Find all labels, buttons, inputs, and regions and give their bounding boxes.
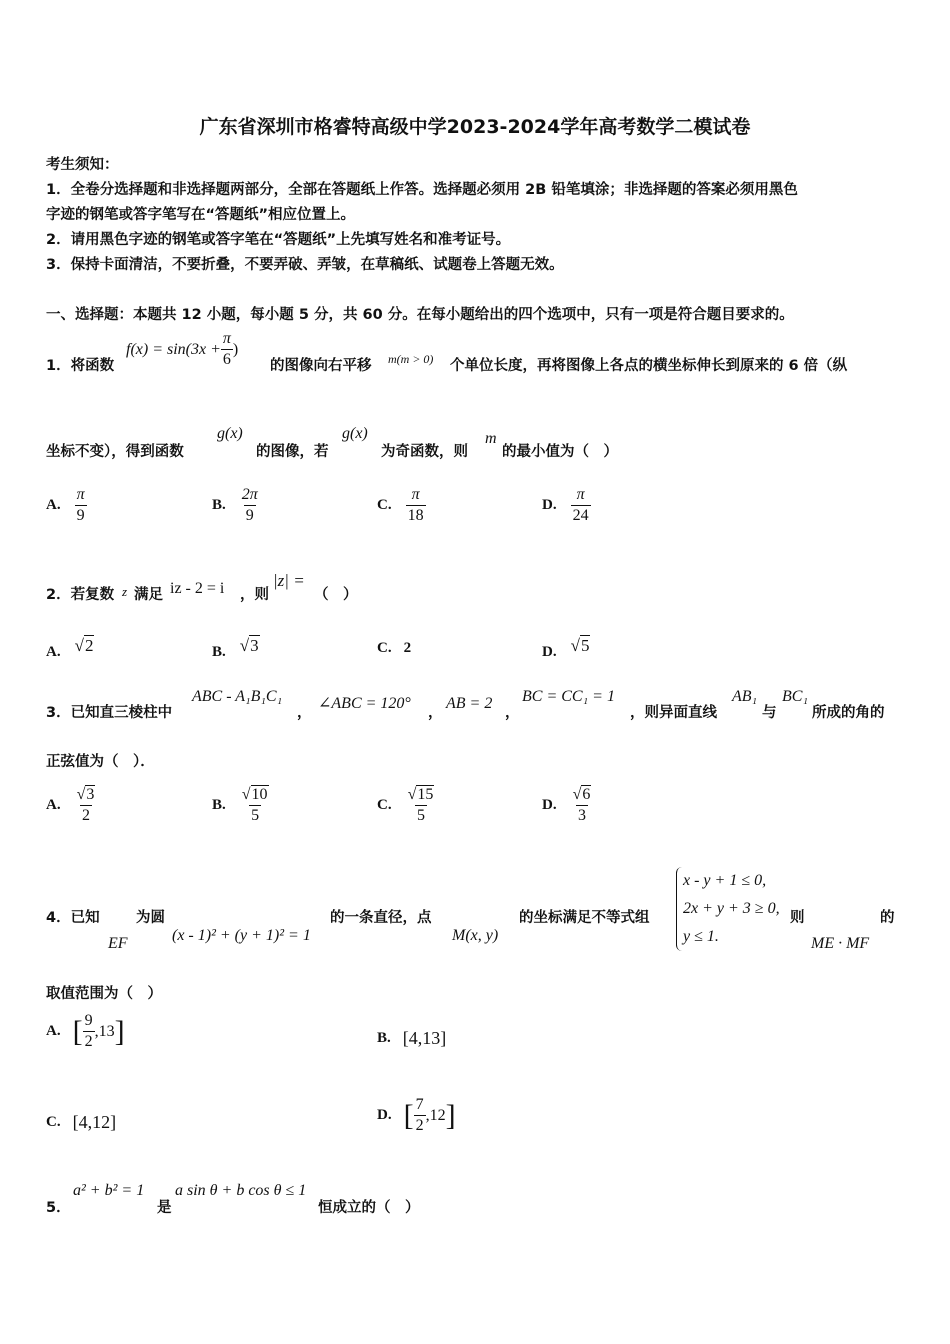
q1-text-4: 坐标不变），得到函数 xyxy=(46,444,184,460)
q4-ef: EF xyxy=(108,935,128,952)
q4-text-6: 的 xyxy=(880,910,895,926)
q1-text-6: 为奇函数，则 xyxy=(381,444,468,460)
notice-line-3: 3．保持卡面清洁，不要折叠，不要弄破、弄皱，在草稿纸、试题卷上答题无效。 xyxy=(46,257,564,273)
q2-abs-z: |z| = xyxy=(273,571,305,590)
q3-text-3: 与 xyxy=(762,705,777,721)
q4-inequality-1: x - y + 1 ≤ 0, xyxy=(683,872,767,889)
q1-option-b[interactable]: B. $\frac{2\pi}{9}$ xyxy=(212,486,258,524)
q5-text-3: 恒成立的（ ） xyxy=(318,1200,420,1216)
notice-heading: 考生须知： xyxy=(46,157,119,173)
q2-option-a[interactable]: A. √2 xyxy=(46,635,94,660)
q2-option-d[interactable]: D. √5 xyxy=(542,635,590,660)
q1-gx-2: g(x) xyxy=(342,425,368,442)
q3-bc1: BC₁ xyxy=(782,688,809,705)
q3-prism: ABC - A₁B₁C₁ xyxy=(192,688,283,705)
q4-inequality-2: 2x + y + 3 ≥ 0, xyxy=(683,900,780,917)
q4-text-2: 为圆 xyxy=(136,910,165,926)
q4-option-b[interactable]: B. [4,13] xyxy=(377,1028,447,1048)
q3-text-4: 所成的角的 xyxy=(812,705,885,721)
q1-m-condition: m(m > 0) xyxy=(388,352,434,366)
q3-ab: AB = 2 xyxy=(446,695,493,712)
q3-option-d[interactable]: D. $\frac{√6}{3}$ xyxy=(542,786,591,824)
q2-z: z xyxy=(122,584,128,599)
q4-option-c[interactable]: C. [4,12] xyxy=(46,1112,117,1132)
q2-text-4: （ ） xyxy=(314,587,358,603)
q3-option-c[interactable]: C. $\frac{√15}{5}$ xyxy=(377,786,434,824)
q3-ab1: AB₁ xyxy=(732,688,758,705)
q3-angle: ∠ABC = 120° xyxy=(318,695,411,712)
q3-text-1: 3．已知直三棱柱中 xyxy=(46,705,173,721)
q3-text-2: ，则异面直线 xyxy=(630,705,717,721)
q2-text-1: 2．若复数 xyxy=(46,587,115,603)
q3-option-a[interactable]: A. $\frac{√3}{2}$ xyxy=(46,786,95,824)
q1-option-d[interactable]: D. $\frac{\pi}{24}$ xyxy=(542,486,589,524)
q1-text-3: 个单位长度，再将图像上各点的横坐标伸长到原来的 6 倍（纵 xyxy=(450,358,848,374)
q1-text-7: 的最小值为（ ） xyxy=(502,444,618,460)
q1-option-c[interactable]: C. $\frac{\pi}{18}$ xyxy=(377,486,424,524)
q1-function-left: f(x) = sin(3x + xyxy=(126,340,221,358)
q2-option-b[interactable]: B. √3 xyxy=(212,635,259,660)
q3-comma-2: ， xyxy=(428,705,443,721)
q4-dot-product: ME · MF xyxy=(811,935,870,952)
q4-text-7: 取值范围为（ ） xyxy=(46,986,162,1002)
page-title: 广东省深圳市格睿特高级中学2023-2024学年高考数学二模试卷 xyxy=(199,116,751,138)
q5-text-2: 是 xyxy=(157,1200,172,1216)
q1-gx: g(x) xyxy=(217,425,243,442)
q3-comma-1: ， xyxy=(297,705,312,721)
q4-point-m: M(x, y) xyxy=(452,927,499,944)
q1-function: f(x) = sin(3x + $\frac{\pi}{6}$ ) xyxy=(126,330,239,368)
q2-text-2: 满足 xyxy=(134,587,163,603)
q1-text-5: 的图像，若 xyxy=(256,444,329,460)
q5-inequality: a sin θ + b cos θ ≤ 1 xyxy=(175,1182,307,1199)
q4-option-d[interactable]: D. [ $\frac{7}{2}$ ,12 ] xyxy=(377,1096,456,1134)
q1-text-2: 的图像向右平移 xyxy=(270,358,372,374)
q3-comma-3: ， xyxy=(505,705,520,721)
q2-option-c[interactable]: C. 2 xyxy=(377,640,412,656)
q4-text-4: 的坐标满足不等式组 xyxy=(519,910,650,926)
q4-text-1: 4．已知 xyxy=(46,910,100,926)
q1-m: m xyxy=(485,430,497,447)
q3-bc: BC = CC₁ = 1 xyxy=(522,688,615,705)
q4-inequality-3: y ≤ 1. xyxy=(683,928,719,945)
q2-text-3: ，则 xyxy=(240,587,269,603)
notice-line-1a: 1．全卷分选择题和非选择题两部分，全部在答题纸上作答。选择题必须用 2B 铅笔填涂；非选择题的答案必须用黑色 xyxy=(46,182,798,198)
q4-inequality-system xyxy=(676,867,780,951)
q3-option-b[interactable]: B. $\frac{√10}{5}$ xyxy=(212,786,268,824)
q1-option-a[interactable]: A. $\frac{\pi}{9}$ xyxy=(46,486,85,524)
q5-text-1: 5． xyxy=(46,1200,71,1216)
q4-text-3: 的一条直径，点 xyxy=(330,910,432,926)
notice-line-2: 2．请用黑色字迹的钢笔或答字笔在“答题纸”上先填写姓名和准考证号。 xyxy=(46,232,511,248)
q2-equation: iz - 2 = i xyxy=(170,580,225,597)
q4-circle: (x - 1)² + (y + 1)² = 1 xyxy=(172,927,311,944)
notice-line-1b: 字迹的钢笔或答字笔写在“答题纸”相应位置上。 xyxy=(46,207,356,223)
q5-condition: a² + b² = 1 xyxy=(73,1182,145,1199)
section-heading: 一、选择题：本题共 12 小题，每小题 5 分，共 60 分。在每小题给出的四个选项中，只有一项是符合题目要求的。 xyxy=(46,307,794,323)
q4-option-a[interactable]: A. [ $\frac{9}{2}$ ,13 ] xyxy=(46,1012,125,1050)
q3-text-5: 正弦值为（ ）． xyxy=(46,754,155,770)
q4-text-5: 则 xyxy=(790,910,805,926)
q1-pi-over-6: $\frac{\pi}{6}$ xyxy=(222,330,231,368)
q1-text-1: 1．将函数 xyxy=(46,358,115,374)
